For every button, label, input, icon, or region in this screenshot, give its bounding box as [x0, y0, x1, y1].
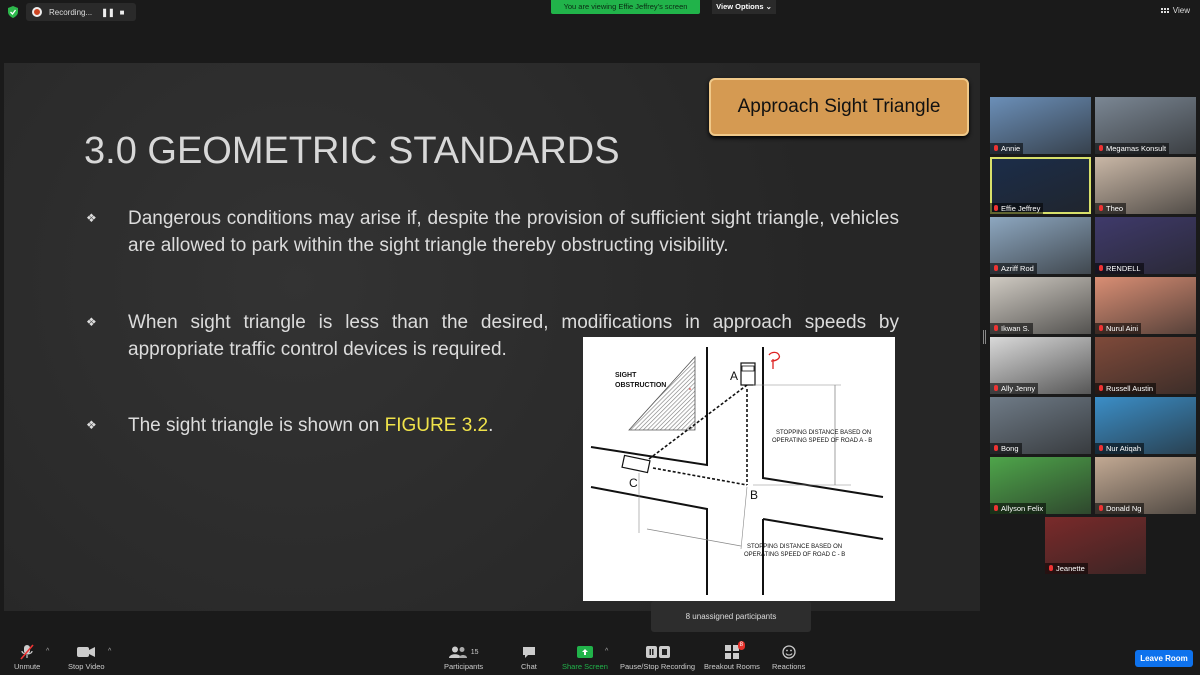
microphone-muted-icon [1098, 385, 1104, 392]
video-strip-resize-handle[interactable] [983, 330, 986, 344]
participant-video-tile[interactable] [1095, 157, 1196, 214]
participant-name-tag [990, 383, 1038, 394]
participant-name-tag [990, 263, 1037, 274]
participant-name-tag [1095, 323, 1141, 334]
participant-name: Ikwan S. [1001, 324, 1030, 333]
unmute-label: Unmute [14, 662, 41, 671]
stopping-distance-cb-2: OPERATING SPEED OF ROAD C - B [744, 552, 846, 558]
participant-name: Bong [1001, 444, 1019, 453]
microphone-muted-icon [1098, 445, 1104, 452]
participant-video-tile[interactable] [1095, 217, 1196, 274]
participant-video-tile[interactable] [1045, 517, 1146, 574]
participant-video-tile[interactable] [1095, 277, 1196, 334]
microphone-muted-icon [993, 445, 999, 452]
participants-label: Participants [444, 662, 484, 671]
top-bar [0, 0, 1200, 24]
participant-name-tag [1095, 203, 1126, 214]
participant-name: Theo [1106, 204, 1124, 213]
bullet-diamond-icon: ❖ [86, 211, 97, 225]
pause-stop-icon [646, 644, 670, 660]
microphone-muted-icon [993, 385, 999, 392]
breakout-rooms-icon [725, 642, 743, 660]
breakout-rooms-label: Breakout Rooms [704, 662, 760, 671]
annotation-mark [769, 352, 779, 369]
figure-reference: FIGURE 3.2 [384, 415, 489, 436]
recording-dot-icon [32, 7, 42, 17]
participant-name-tag [990, 203, 1043, 214]
bullet-diamond-icon: ❖ [86, 418, 97, 432]
participant-name-tag [1045, 563, 1088, 574]
microphone-muted-icon [1098, 325, 1104, 332]
participant-name-tag [1095, 503, 1144, 514]
microphone-muted-icon [20, 644, 34, 660]
participant-name-tag [1095, 383, 1156, 394]
participant-name-tag [990, 443, 1022, 454]
participant-name: Nurul Aini [1106, 324, 1139, 333]
bullet-diamond-icon: ❖ [86, 315, 97, 329]
share-options-chevron-icon[interactable]: ^ [605, 648, 609, 655]
video-camera-icon [77, 644, 95, 660]
pause-recording-button[interactable]: ❚❚ [101, 7, 115, 17]
smiley-icon [782, 644, 796, 660]
reactions-button[interactable] [772, 644, 805, 671]
dimension-line [647, 529, 741, 546]
participant-video-tile[interactable] [1095, 397, 1196, 454]
microphone-muted-icon [1098, 205, 1104, 212]
chat-bubble-icon [522, 644, 536, 660]
participants-button[interactable] [444, 644, 483, 671]
stopping-distance-ab-1: STOPPING DISTANCE BASED ON [776, 430, 872, 436]
point-a-label: A [730, 369, 739, 383]
share-screen-button[interactable] [562, 644, 608, 671]
shared-screen-slide [4, 63, 980, 611]
participant-name: Megamas Konsult [1106, 144, 1167, 153]
participant-video-tile[interactable] [990, 337, 1091, 394]
point-b-label: B [750, 488, 759, 502]
breakout-rooms-button[interactable] [704, 644, 760, 671]
participant-name: Russell Austin [1106, 384, 1154, 393]
participant-name: Jeanette [1056, 564, 1085, 573]
microphone-muted-icon [993, 205, 999, 212]
participants-count: 15 [470, 648, 479, 656]
bullet-text: When sight triangle is less than the desired, modifications in approach speeds by appropriate traffic control devices is required. [128, 312, 899, 360]
stopping-distance-cb-1: STOPPING DISTANCE BASED ON [747, 544, 843, 550]
participant-name: Effie Jeffrey [1001, 204, 1041, 213]
participant-name: Nur Atiqah [1106, 444, 1142, 453]
participants-icon [449, 644, 479, 660]
participant-name: Donald Ng [1106, 504, 1142, 513]
share-screen-label: Share Screen [562, 662, 608, 671]
slide-title: 3.0 GEOMETRIC STANDARDS [84, 130, 620, 172]
video-options-chevron-icon[interactable]: ^ [108, 648, 112, 655]
recording-indicator [26, 3, 136, 21]
road-edge [763, 519, 883, 539]
participant-name: Annie [1001, 144, 1021, 153]
microphone-muted-icon [993, 265, 999, 272]
point-c-label: C [629, 476, 638, 490]
microphone-muted-icon [1098, 145, 1104, 152]
participant-video-tile[interactable] [1095, 457, 1196, 514]
obstruction-label-2: OBSTRUCTION [615, 382, 667, 389]
sight-obstruction-area [629, 357, 695, 430]
share-screen-icon [577, 644, 593, 660]
participant-video-tile[interactable] [990, 277, 1091, 334]
microphone-muted-icon [993, 145, 999, 152]
leave-room-button[interactable]: Leave Room [1135, 650, 1193, 667]
breakout-count-badge: 8 [739, 642, 743, 648]
participant-name: Azriff Rod [1001, 264, 1034, 273]
obstruction-label-1: SIGHT [615, 372, 637, 379]
pause-stop-recording-label: Pause/Stop Recording [620, 662, 696, 671]
participant-video-grid [990, 97, 1200, 577]
road-edge [763, 347, 883, 497]
microphone-muted-icon [993, 325, 999, 332]
participant-video-tile[interactable] [990, 397, 1091, 454]
pause-stop-recording-button[interactable] [620, 644, 695, 671]
unmute-button[interactable] [14, 644, 40, 671]
stop-recording-button[interactable]: ■ [119, 7, 125, 17]
view-label: View [1172, 6, 1190, 15]
participant-video-tile[interactable] [1095, 97, 1196, 154]
participant-name-tag [990, 503, 1046, 514]
unassigned-participants-tooltip: 8 unassigned participants [651, 601, 811, 632]
reactions-label: Reactions [772, 662, 806, 671]
microphone-muted-icon [1098, 265, 1104, 272]
participant-video-tile[interactable] [990, 217, 1091, 274]
bullet-text: Dangerous conditions may arise if, despite the provision of sufficient sight triangle, vehicles are allowed to park within the sight triangle thereby obstructing visibility. [128, 208, 899, 256]
road-edge [591, 487, 707, 595]
participant-name: Allyson Felix [1001, 504, 1044, 513]
view-options-button[interactable]: View Options ⌄ [712, 0, 776, 14]
participant-name-tag [990, 323, 1033, 334]
stop-video-label: Stop Video [68, 662, 105, 671]
slide-badge: Approach Sight Triangle [709, 78, 969, 136]
microphone-muted-icon [993, 505, 999, 512]
participant-name-tag [990, 143, 1023, 154]
vehicle-c [622, 455, 650, 472]
audio-options-chevron-icon[interactable]: ^ [46, 648, 50, 655]
bullet-text-prefix: The sight triangle is shown on [128, 415, 385, 436]
participant-video-tile[interactable] [1095, 337, 1196, 394]
grid-view-icon [1161, 8, 1169, 13]
sight-line [653, 468, 747, 485]
microphone-muted-icon [1048, 565, 1054, 572]
chat-label: Chat [521, 662, 537, 671]
meeting-toolbar [0, 640, 1200, 675]
participant-video-tile[interactable] [990, 457, 1091, 514]
participant-video-tile[interactable] [990, 157, 1091, 214]
stopping-distance-ab-2: OPERATING SPEED OF ROAD A - B [772, 438, 873, 444]
participant-name: RENDELL [1106, 264, 1141, 273]
recording-label: Recording... [49, 7, 93, 17]
stop-video-button[interactable] [68, 644, 105, 671]
viewing-screen-banner: You are viewing Effie Jeffrey's screen [551, 0, 700, 14]
participant-name-tag [1095, 143, 1169, 154]
participant-video-tile[interactable] [990, 97, 1091, 154]
sight-triangle-figure [583, 337, 895, 601]
microphone-muted-icon [1098, 505, 1104, 512]
participant-name-tag [1095, 263, 1144, 274]
participant-name-tag [1095, 443, 1144, 454]
security-shield-icon[interactable] [8, 6, 18, 18]
bullet-text-suffix: . [488, 415, 494, 436]
chat-button[interactable] [521, 644, 537, 671]
view-layout-button[interactable] [1161, 6, 1190, 15]
participant-name: Ally Jenny [1001, 384, 1036, 393]
